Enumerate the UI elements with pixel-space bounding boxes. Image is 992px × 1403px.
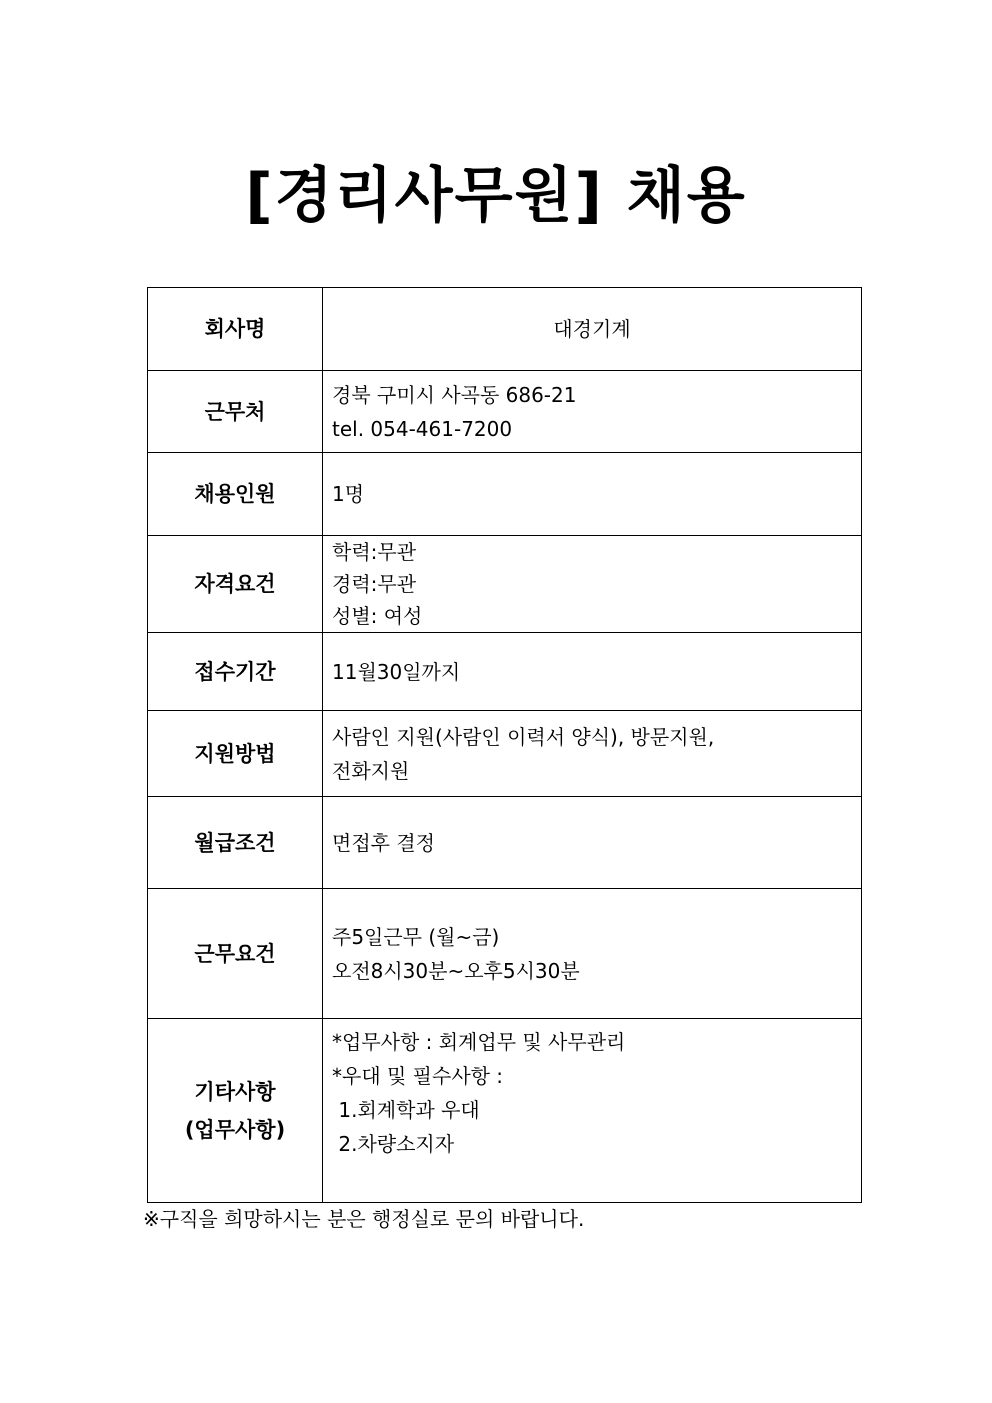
table-row-application-method [148,711,862,797]
label-application-period: 접수기간 [148,633,323,711]
label-workplace: 근무처 [148,371,323,453]
value-application-method [323,711,862,797]
company-name: 대경기계 [553,317,631,341]
label-other-line-2: (업무사항) [184,1117,286,1142]
value-other [323,1019,862,1203]
label-headcount: 채용인원 [148,453,323,536]
value-application-period [323,633,862,711]
other-preference-2: 2.차량소지자 [332,1132,455,1156]
table-row-salary [148,797,862,889]
table-row-qualifications [148,536,862,633]
table-row-working-conditions [148,889,862,1019]
value-qualifications [323,536,862,633]
value-company [323,288,862,371]
table-row-headcount [148,453,862,536]
workplace-phone: tel. 054-461-7200 [332,416,513,441]
value-workplace [323,371,862,453]
page-title: [경리사무원] 채용 [245,161,747,231]
job-posting-table [147,287,862,1203]
table-row-other [148,1019,862,1203]
application-period-text: 11월30일까지 [332,659,461,684]
table-row-application-period [148,633,862,711]
other-duties: *업무사항 : 회계업무 및 사무관리 [332,1030,626,1054]
label-working-conditions: 근무요건 [148,889,323,1019]
label-other [148,1019,323,1203]
qualification-gender: 성별: 여성 [332,604,423,628]
qualification-education: 학력:무관 [332,540,417,564]
value-working-conditions [323,889,862,1019]
label-other-line-1: 기타사항 [194,1079,276,1104]
workplace-address: 경북 구미시 사곡동 686-21 [332,382,577,407]
label-qualifications: 자격요건 [148,536,323,633]
other-preferences-heading: *우대 및 필수사항 : [332,1064,504,1088]
footer-note: ※구직을 희망하시는 분은 행정실로 문의 바랍니다. [143,1207,585,1231]
working-days: 주5일근무 (월~금) [332,924,500,949]
value-salary [323,797,862,889]
table-row-company [148,288,862,371]
other-preference-1: 1.회계학과 우대 [332,1098,480,1122]
salary-text: 면접후 결정 [332,830,435,855]
label-company: 회사명 [148,288,323,371]
value-headcount [323,453,862,536]
headcount-text: 1명 [332,482,365,506]
qualification-experience: 경력:무관 [332,572,417,596]
application-method-line-2: 전화지원 [332,758,410,783]
label-salary: 월급조건 [148,797,323,889]
application-method-line-1: 사람인 지원(사람인 이력서 양식), 방문지원, [332,724,715,749]
working-hours: 오전8시30분~오후5시30분 [332,958,580,983]
table-row-workplace [148,371,862,453]
label-application-method: 지원방법 [148,711,323,797]
